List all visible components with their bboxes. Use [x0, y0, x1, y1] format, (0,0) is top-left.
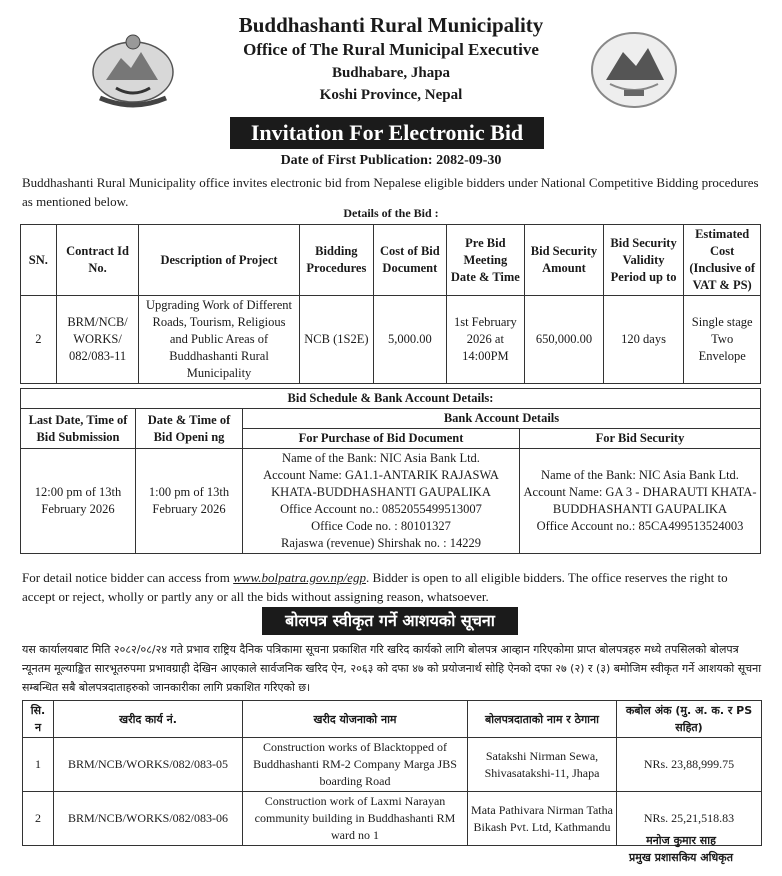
- security-bank-details: [520, 449, 761, 554]
- table-header: बोलपत्रदाताको नाम र ठेगाना: [468, 701, 617, 738]
- award-table: [22, 700, 762, 846]
- table-header: Contract Id No.: [56, 225, 139, 296]
- access-note: [22, 568, 762, 606]
- table-header: For Purchase of Bid Document: [243, 429, 520, 449]
- table-cell: 1: [23, 738, 54, 792]
- bank-line: Account Name: GA1.1-ANTARIK RAJASWA KHATA-BUDDHASHANTI GAUPALIKA: [263, 468, 499, 499]
- bank-line: Rajaswa (revenue) Shirshak no. : 14229: [281, 536, 481, 550]
- table-cell: 650,000.00: [525, 296, 604, 384]
- table-header: खरीद योजनाको नाम: [243, 701, 468, 738]
- table-cell: 1st February 2026 at 14:00PM: [446, 296, 525, 384]
- table-header: Date & Time of Bid Openi ng: [136, 409, 243, 449]
- table-header: SN.: [21, 225, 57, 296]
- table-cell: Satakshi Nirman Sewa, Shivasatakshi-11, Jhapa: [468, 738, 617, 792]
- table-cell: NCB (1S2E): [299, 296, 374, 384]
- bid-schedule-table: [20, 388, 761, 554]
- note-text: For detail notice bidder can access from: [22, 570, 234, 585]
- bank-line: Name of the Bank: NIC Asia Bank Ltd.: [282, 451, 480, 465]
- table-cell: Construction works of Blacktopped of Buddhashanti RM-2 Company Marga JBS boarding Road: [243, 738, 468, 792]
- table-cell: Mata Pathivara Nirman Tatha Bikash Pvt. Ltd, Kathmandu: [468, 792, 617, 846]
- purchase-bank-details: [243, 449, 520, 554]
- table-header: Description of Project: [139, 225, 299, 296]
- details-label: Details of the Bid :: [343, 206, 439, 220]
- signatory-name: मनोज कुमार साह: [646, 834, 716, 847]
- intent-paragraph: यस कार्यालयबाट मिति २०८२/०८/२४ गते प्रभाव राष्ट्रिय दैनिक पत्रिकामा सूचना प्रकाशित गरि खरिद कार्यको लागि बोलपत्र आव्हान गरिएकोमा प्राप्त बोलपत्रहरु मध्ये तपसिलको बोलपत्र न्यूनतम मूल्याङ्कित सारभूतरुपमा प्रभावग्राही देखिन आएकाले सार्वजनिक खरिद ऐन, २०६३ को दफा ४७ को प्रयोजनार्थ सोहि ऐनको दफा २७ (२) र (३) बमोजिम स्वीकृत गर्ने आशयको सूचना सम्बन्धित सबै बोलपत्रदाताहरुको जानकारीका लागि प्रकाशित गरिएको छ।: [22, 643, 762, 694]
- table-cell: Single stage Two Envelope: [684, 296, 761, 384]
- table-header: For Bid Security: [520, 429, 761, 449]
- table-cell: 1:00 pm of 13th February 2026: [136, 449, 243, 554]
- table-header: Last Date, Time of Bid Submission: [21, 409, 136, 449]
- bank-line: Name of the Bank: NIC Asia Bank Ltd.: [541, 468, 739, 482]
- table-header: Estimated Cost (Inclusive of VAT & PS): [684, 225, 761, 296]
- table-cell: 12:00 pm of 13th February 2026: [21, 449, 136, 554]
- municipality-name: Buddhashanti Rural Municipality: [238, 13, 544, 37]
- table-cell: Upgrading Work of Different Roads, Tourism, Religious and Public Areas of Buddhashanti Rural Municipality: [139, 296, 299, 384]
- schedule-title: Bid Schedule & Bank Account Details:: [21, 389, 761, 409]
- address-line: Budhabare, Jhapa: [331, 65, 451, 81]
- intro-paragraph: Buddhashanti Rural Municipality office invites electronic bid from Nepalese eligible bidders under National Competitive Bidding procedures as mentioned below.: [22, 175, 759, 209]
- signatory-title: प्रमुख प्रशासकिय अधिकृत: [629, 851, 733, 864]
- table-cell: NRs. 25,21,518.83: [617, 792, 762, 846]
- table-header: Cost of Bid Document: [374, 225, 446, 296]
- table-cell: 5,000.00: [374, 296, 446, 384]
- note-text: . Bidder is open to all eligible bidders. The office reserves the right to accept or reject, wholly or partly any or all the bids without assigning reason, whatsoever.: [22, 570, 728, 604]
- table-cell: 2: [21, 296, 57, 384]
- table-row: [21, 296, 761, 384]
- table-cell: BRM/NCB/ WORKS/ 082/083-11: [56, 296, 139, 384]
- bank-line: Office Code no. : 80101327: [311, 519, 451, 533]
- table-cell: BRM/NCB/WORKS/082/083-05: [54, 738, 243, 792]
- table-header: सि. न: [23, 701, 54, 738]
- table-row: [23, 738, 762, 792]
- bank-line: Account Name: GA 3 - DHARAUTI KHATA-BUDDHASHANTI GAUPALIKA: [523, 485, 757, 516]
- table-cell: BRM/NCB/WORKS/082/083-06: [54, 792, 243, 846]
- notice-title: Invitation For Electronic Bid: [230, 117, 544, 149]
- table-header: Bidding Procedures: [299, 225, 374, 296]
- table-header: खरीद कार्य नं.: [54, 701, 243, 738]
- table-header: Bid Security Validity Period up to: [603, 225, 684, 296]
- bid-details-table: [20, 224, 761, 384]
- bank-line: Office Account no.: 0852055499513007: [280, 502, 482, 516]
- table-header: Bank Account Details: [243, 409, 761, 429]
- table-cell: NRs. 23,88,999.75: [617, 738, 762, 792]
- intent-notice-title: बोलपत्र स्वीकृत गर्ने आशयको सूचना: [262, 607, 518, 635]
- office-name: Office of The Rural Municipal Executive: [243, 40, 539, 59]
- egp-link[interactable]: www.bolpatra.gov.np/egp: [233, 570, 366, 585]
- table-cell: 2: [23, 792, 54, 846]
- table-header: Bid Security Amount: [525, 225, 604, 296]
- province-line: Koshi Province, Nepal: [319, 87, 463, 103]
- publication-date: Date of First Publication: 2082-09-30: [280, 153, 502, 168]
- table-row: [21, 449, 761, 554]
- bank-line: Office Account no.: 85CA499513524003: [536, 519, 744, 533]
- table-cell: Construction work of Laxmi Narayan community building in Buddhashanti RM ward no 1: [243, 792, 468, 846]
- letterhead: [0, 12, 782, 106]
- table-header: कबोल अंक (मु. अ. क. र PS सहित): [617, 701, 762, 738]
- signature-block: [606, 832, 756, 866]
- table-header: Pre Bid Meeting Date & Time: [446, 225, 525, 296]
- table-cell: 120 days: [603, 296, 684, 384]
